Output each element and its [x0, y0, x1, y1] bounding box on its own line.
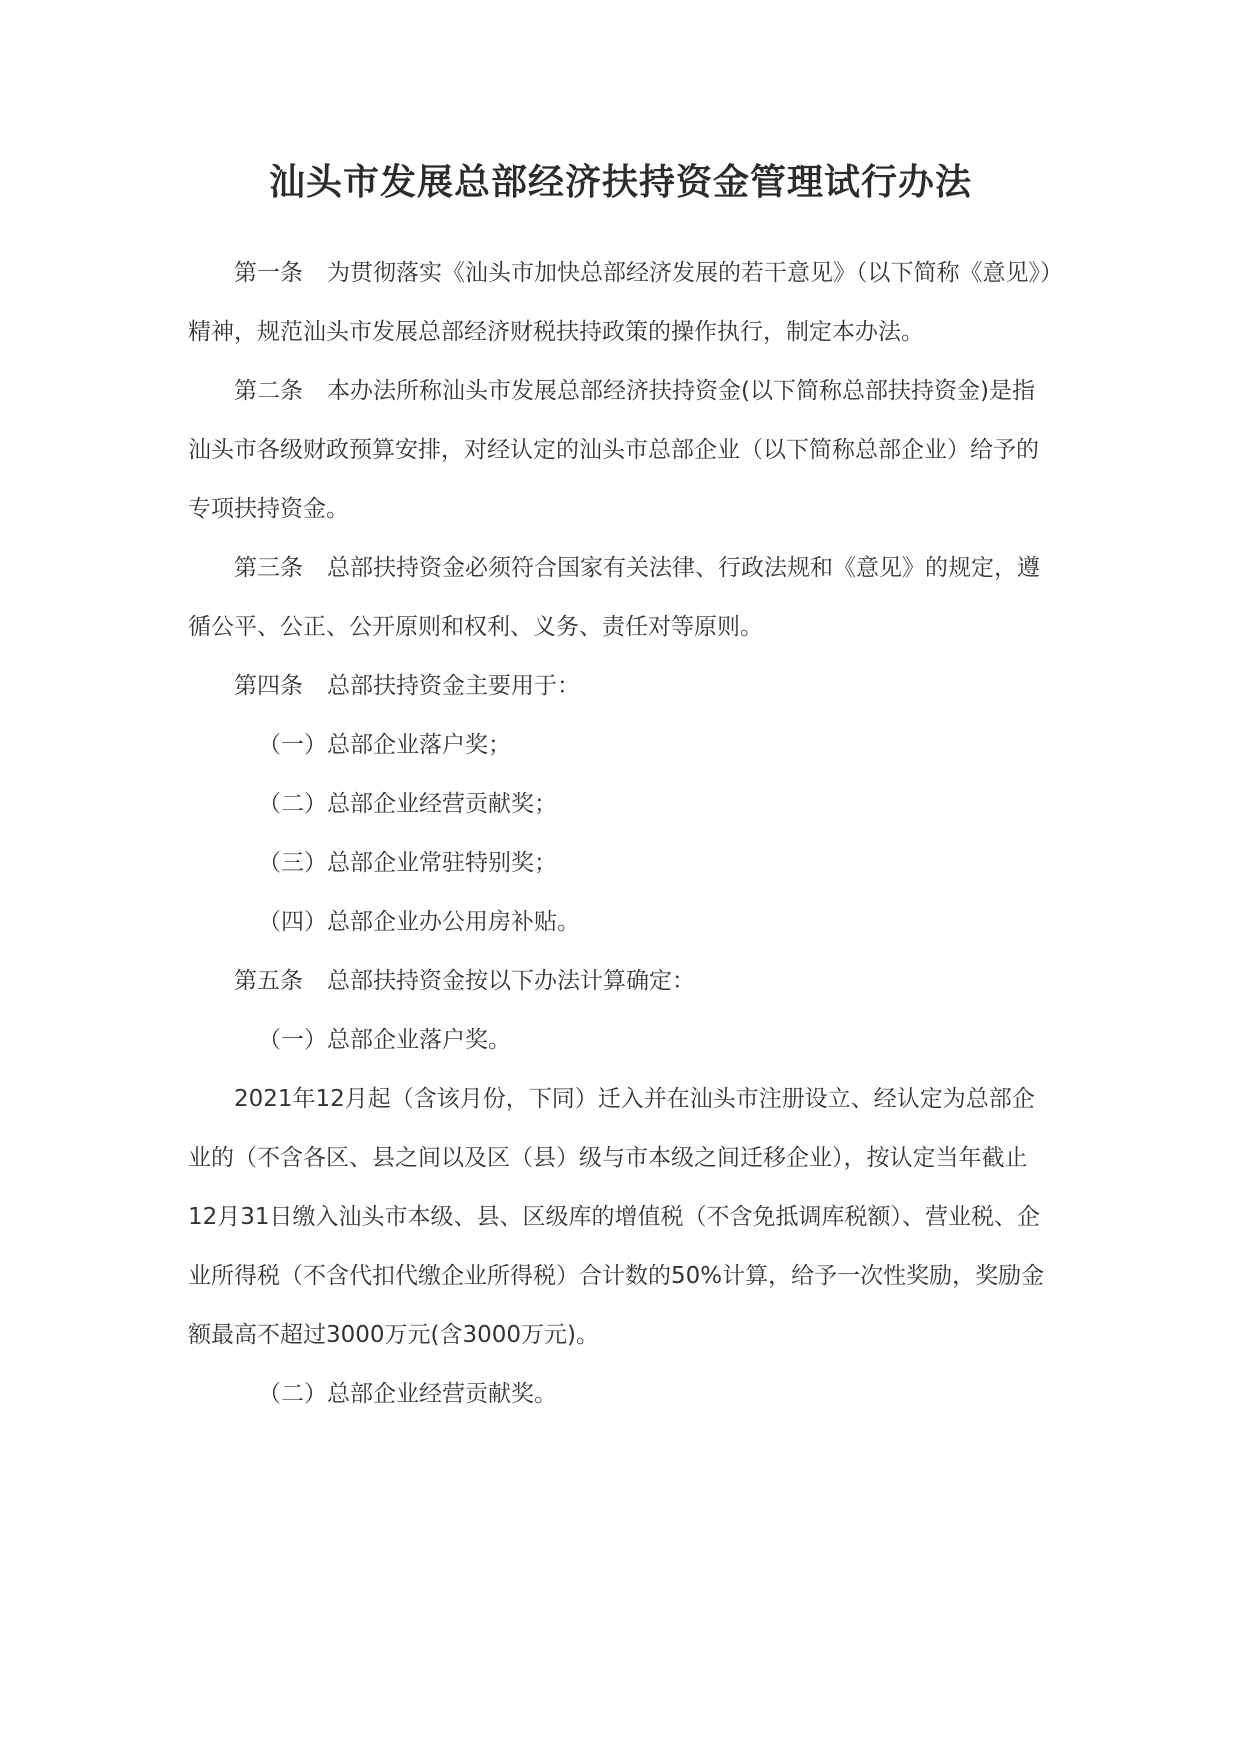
article-1: [188, 244, 1056, 362]
list-item: （一）总部企业落户奖；: [258, 732, 511, 758]
article-number: 第四条: [234, 673, 303, 699]
article-number: 第五条: [234, 968, 303, 994]
article-3: [188, 539, 1056, 657]
list-item: （二）总部企业经营贡献奖；: [258, 791, 557, 817]
article-5: [188, 952, 1056, 1011]
article-number: 第一条: [234, 260, 303, 286]
article-2: [188, 362, 1056, 539]
list-item: （一）总部企业落户奖。: [258, 1027, 511, 1053]
article-text: 总部扶持资金必须符合国家有关法律、行政法规和《意见》的规定，遵循公平、公正、公开原则和权利、义务、责任对等原则。: [188, 555, 1040, 640]
article-4: [188, 657, 1056, 716]
article-text: 总部扶持资金主要用于：: [327, 673, 580, 699]
document-body: [188, 244, 1056, 1424]
article-number: 第二条: [234, 378, 303, 404]
paragraph: 2021年12月起（含该月份，下同）迁入并在汕头市注册设立、经认定为总部企业的（不含各区、县之间以及区（县）级与市本级之间迁移企业），按认定当年截止12月31日缴入汕头市本级、县、区级库的增值税（不含免抵调库税额）、营业税、企业所得税（不含代扣代缴企业所得税）合计数的50%计算，给予一次性奖励，奖励金额最高不超过3000万元(含3000万元)。: [188, 1086, 1045, 1348]
list-item: （三）总部企业常驻特别奖；: [258, 850, 557, 876]
document-title: 汕头市发展总部经济扶持资金管理试行办法: [268, 161, 972, 203]
article-text: 总部扶持资金按以下办法计算确定：: [327, 968, 695, 994]
article-text: 为贯彻落实《汕头市加快总部经济发展的若干意见》（以下简称《意见》）精神，规范汕头市发展总部经济财税扶持政策的操作执行，制定本办法。: [188, 260, 1052, 345]
article-number: 第三条: [234, 555, 303, 581]
article-text: 本办法所称汕头市发展总部经济扶持资金(以下简称总部扶持资金)是指汕头市各级财政预算安排，对经认定的汕头市总部企业（以下简称总部企业）给予的专项扶持资金。: [188, 378, 1039, 522]
list-item: （二）总部企业经营贡献奖。: [258, 1381, 557, 1407]
list-item: （四）总部企业办公用房补贴。: [258, 909, 580, 935]
